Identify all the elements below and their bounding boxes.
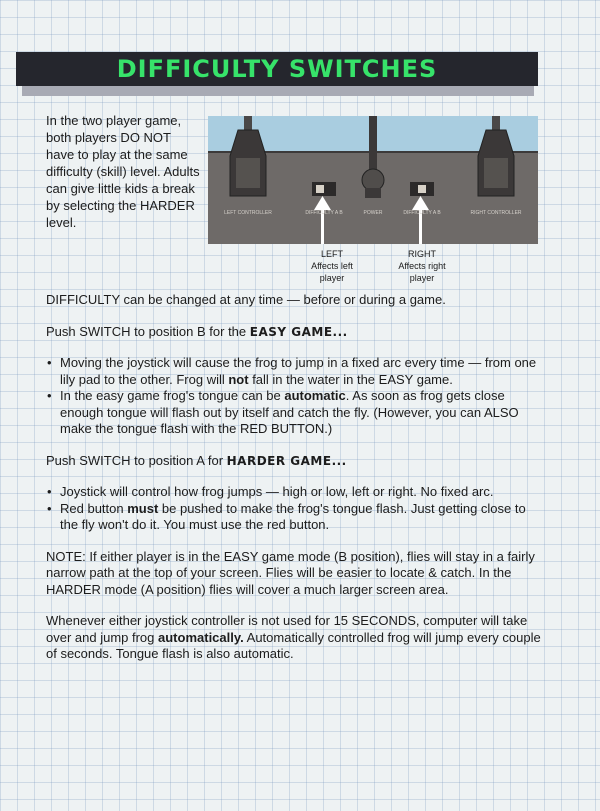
bullet-text: Moving the joystick will cause the frog to jump in a fixed arc every time — from one lily pad to the other. Frog will <box>60 355 537 387</box>
page-title: DIFFICULTY SWITCHES <box>116 55 438 83</box>
list-item <box>46 501 542 534</box>
auto-play-text <box>46 613 542 663</box>
right-caption-title: RIGHT <box>408 249 436 259</box>
console-illustration <box>208 116 538 244</box>
bullet-emphasis: automatic <box>284 388 346 403</box>
right-caption <box>382 248 462 284</box>
right-caption-line2: Affects right <box>398 261 446 271</box>
label-right-difficulty: DIFFICULTY A B <box>403 210 441 216</box>
bullet-icon: • <box>47 484 52 499</box>
bullet-icon: • <box>47 500 52 516</box>
bullet-text: . As soon as frog gets close enough tongue will flash out by itself and catch the fly. (However, you can ALSO make the tongue flash with the RED BUTTON.) <box>60 388 519 436</box>
console-diagram <box>208 116 538 244</box>
bullet-text: Joystick will control how frog jumps — high or low, left or right. No fixed arc. <box>60 484 494 499</box>
label-left-difficulty: DIFFICULTY A B <box>305 210 343 216</box>
harder-lead-text: Push SWITCH to position A for <box>46 452 227 468</box>
instructions-body <box>46 292 542 663</box>
bullet-icon: • <box>47 388 52 403</box>
left-caption-title: LEFT <box>320 249 343 259</box>
harder-game-heading: HARDER GAME... <box>226 453 347 468</box>
title-banner <box>16 52 538 86</box>
bullet-text: fall in the water in the EASY game. <box>248 371 453 387</box>
bullet-text: Red button <box>60 500 128 516</box>
label-right-controller: RIGHT CONTROLLER <box>470 210 522 216</box>
harder-bullets <box>46 484 542 534</box>
left-caption <box>292 248 372 284</box>
easy-lead-text: Push SWITCH to position B for the <box>46 323 250 339</box>
easy-bullets <box>46 355 542 438</box>
auto-play-emphasis: automatically. <box>158 629 244 645</box>
bullet-text: In the easy game frog's tongue can be <box>60 388 285 403</box>
bullet-icon: • <box>47 355 52 370</box>
bullet-emphasis: not <box>228 371 249 387</box>
list-item <box>46 484 542 501</box>
easy-lead <box>46 324 542 341</box>
auto-play-text-c: Automatically controlled frog will jump every couple of seconds. Tongue flash is also automatic. <box>46 629 541 661</box>
bullet-emphasis: must <box>127 500 159 516</box>
right-caption-line3: player <box>409 273 435 283</box>
note-text: NOTE: If either player is in the EASY game mode (B position), flies will stay in a fairly narrow path at the top of your screen. Flies will be easier to locate & catch. In the HARDER mode (A position) flies will cover a much larger screen area. <box>46 548 535 597</box>
change-anytime-text: DIFFICULTY can be changed at any time — before or during a game. <box>46 292 446 307</box>
left-caption-line3: player <box>319 273 345 283</box>
harder-lead <box>46 453 542 470</box>
bullet-text: be pushed to make the frog's tongue flash. Just getting close to the fly won't do it. You must use the red button. <box>60 500 526 532</box>
label-left-controller: LEFT CONTROLLER <box>224 210 272 216</box>
list-item <box>46 388 542 438</box>
left-difficulty-switch <box>312 182 336 196</box>
left-caption-line2: Affects left <box>311 261 353 271</box>
intro-text: In the two player game, both players DO NOT have to play at the same difficulty (skill) level. Adults can give little kids a break by selecting the HARDER level. <box>46 113 200 230</box>
list-item <box>46 355 542 388</box>
right-difficulty-switch <box>410 182 434 196</box>
label-power: POWER <box>363 210 383 216</box>
easy-game-heading: EASY GAME... <box>249 324 348 339</box>
auto-play-text-a: Whenever either joystick controller is not used for 15 SECONDS, computer will take over and jump frog <box>46 613 528 645</box>
